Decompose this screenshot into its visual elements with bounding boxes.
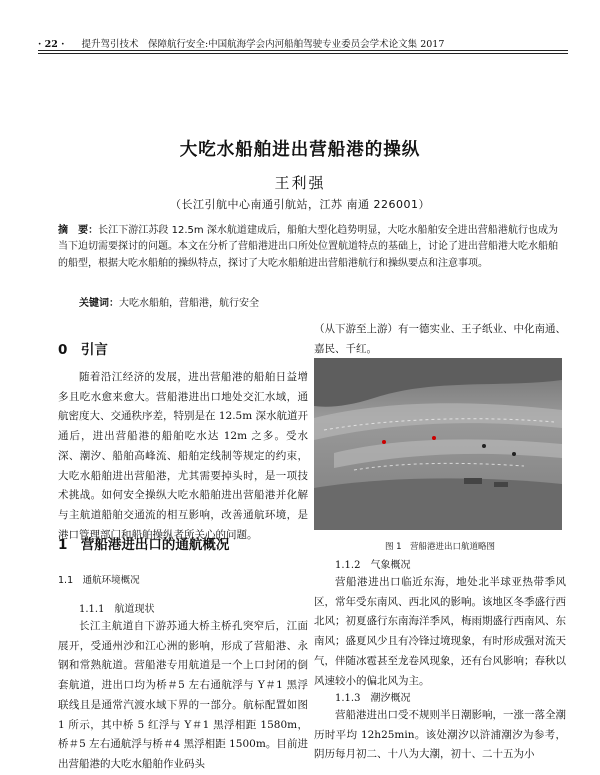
s113-paragraph: 营船港进出口受不规则半日潮影响，一涨一落全潮历时平均 12h25min。该处潮汐以浒浦潮汐为参考，阴历每月初二、十八为大潮，初十、二十五为小 — [314, 709, 566, 761]
abstract — [58, 223, 558, 272]
running-header — [38, 36, 568, 50]
s112-paragraph: 营船港进出口临近东海，地处北半球亚热带季风区，常年受东南风、西北风的影响。该地区冬季盛行西北风；初夏盛行东南海洋季风，梅雨期盛行西南风、东南风；盛夏风少且有冷锋过境现象，有时形成强对流天气，伴随冰雹甚至龙卷风现象，还有台风影响；春秋以风速较小的偏北风为主。 — [314, 576, 566, 687]
keywords-label: 关键词： — [79, 298, 119, 309]
author: 王利强 — [274, 174, 326, 192]
figure-caption: 图 1 营船港进出口航道略图 — [384, 542, 496, 552]
abstract-label: 摘 要： — [58, 225, 99, 236]
header-rule — [38, 50, 568, 51]
section-heading-1: 1 营船港进出口的通航概况 — [58, 537, 230, 553]
intro-paragraph: 随着沿江经济的发展，进出营船港的船舶日益增多且吃水愈来愈大。营船港进出口地处交汇水域，通航密度大、交通秩序差，特别是在 12.5m 深水航道开通后，进出营船港的船舶吃水达 12m 之多。受水深、潮汐、船舶高峰流、船舶定线制等规定的约束，大吃水船舶进出营船港，尤其需要掉头时，是一项技术挑战。如何安全操纵大吃水船舶进出营船港并化解与主航道船舶交通流的相互影响，改善通航环境，是港口管理部门和船舶操纵者所关心的问题。 — [58, 371, 309, 541]
subsubsection-heading-1-1-3: 1.1.3 潮汐概况 — [335, 693, 411, 704]
subsubsection-heading-1-1-1: 1.1.1 航道现状 — [79, 604, 155, 615]
keywords — [79, 294, 259, 309]
subsection-heading-1-1: 1.1 通航环境概况 — [58, 575, 140, 586]
paper-title: 大吃水船舶进出营船港的操纵 — [179, 140, 421, 160]
abstract-text: 长江下游江苏段 12.5m 深水航道建成后，船舶大型化趋势明显，大吃水船舶安全进出营船港航行也成为当下迫切需要探讨的问题。本文在分析了营船港进出口所处位置航道特点的基础上，讨论了进出营船港大吃水船舶的船型，根据大吃水船舶的操纵特点，探讨了大吃水船舶进出营船港航行和操纵要点和注意事项。 — [58, 225, 558, 269]
section-heading-intro: 0 引言 — [58, 342, 108, 358]
subsubsection-heading-1-1-2: 1.1.2 气象概况 — [335, 560, 411, 571]
right-intro-paragraph: （从下游至上游）有一德实业、王子纸业、中化南通、嘉民、千红。 — [314, 323, 566, 355]
page-number: · 22 · — [38, 39, 65, 50]
keywords-text: 大吃水船舶，营船港，航行安全 — [119, 298, 259, 309]
s111-paragraph: 长江主航道自下游苏通大桥主桥孔突窄后，江面展开，受通州沙和江心洲的影响，形成了营船港、永钢和常熟航道。营船港专用航道是一个上口封闭的倒套航道，进出口均为桥＃5 左右通航浮与 Y＃1 黑浮联线且是通常汽渡水域下界的一部分。航标配置如图 1 所示，其中桥 5 红浮与 Y＃1 黑浮相距 1580m，桥＃5 左右通航浮与桥＃4 黑浮相距 1500m。目前进出营船港的大吃水船舶作业码头 — [58, 620, 308, 770]
running-title: 提升驾引技术 保障航行安全:中国航海学会内河船舶驾驶专业委员会学术论文集 2017 — [81, 39, 445, 50]
channel-map-image — [314, 358, 562, 530]
affiliation: （长江引航中心南通引航站，江苏 南通 226001） — [170, 198, 430, 211]
channel-map-figure — [314, 358, 562, 530]
header-rule-thin — [38, 53, 568, 54]
